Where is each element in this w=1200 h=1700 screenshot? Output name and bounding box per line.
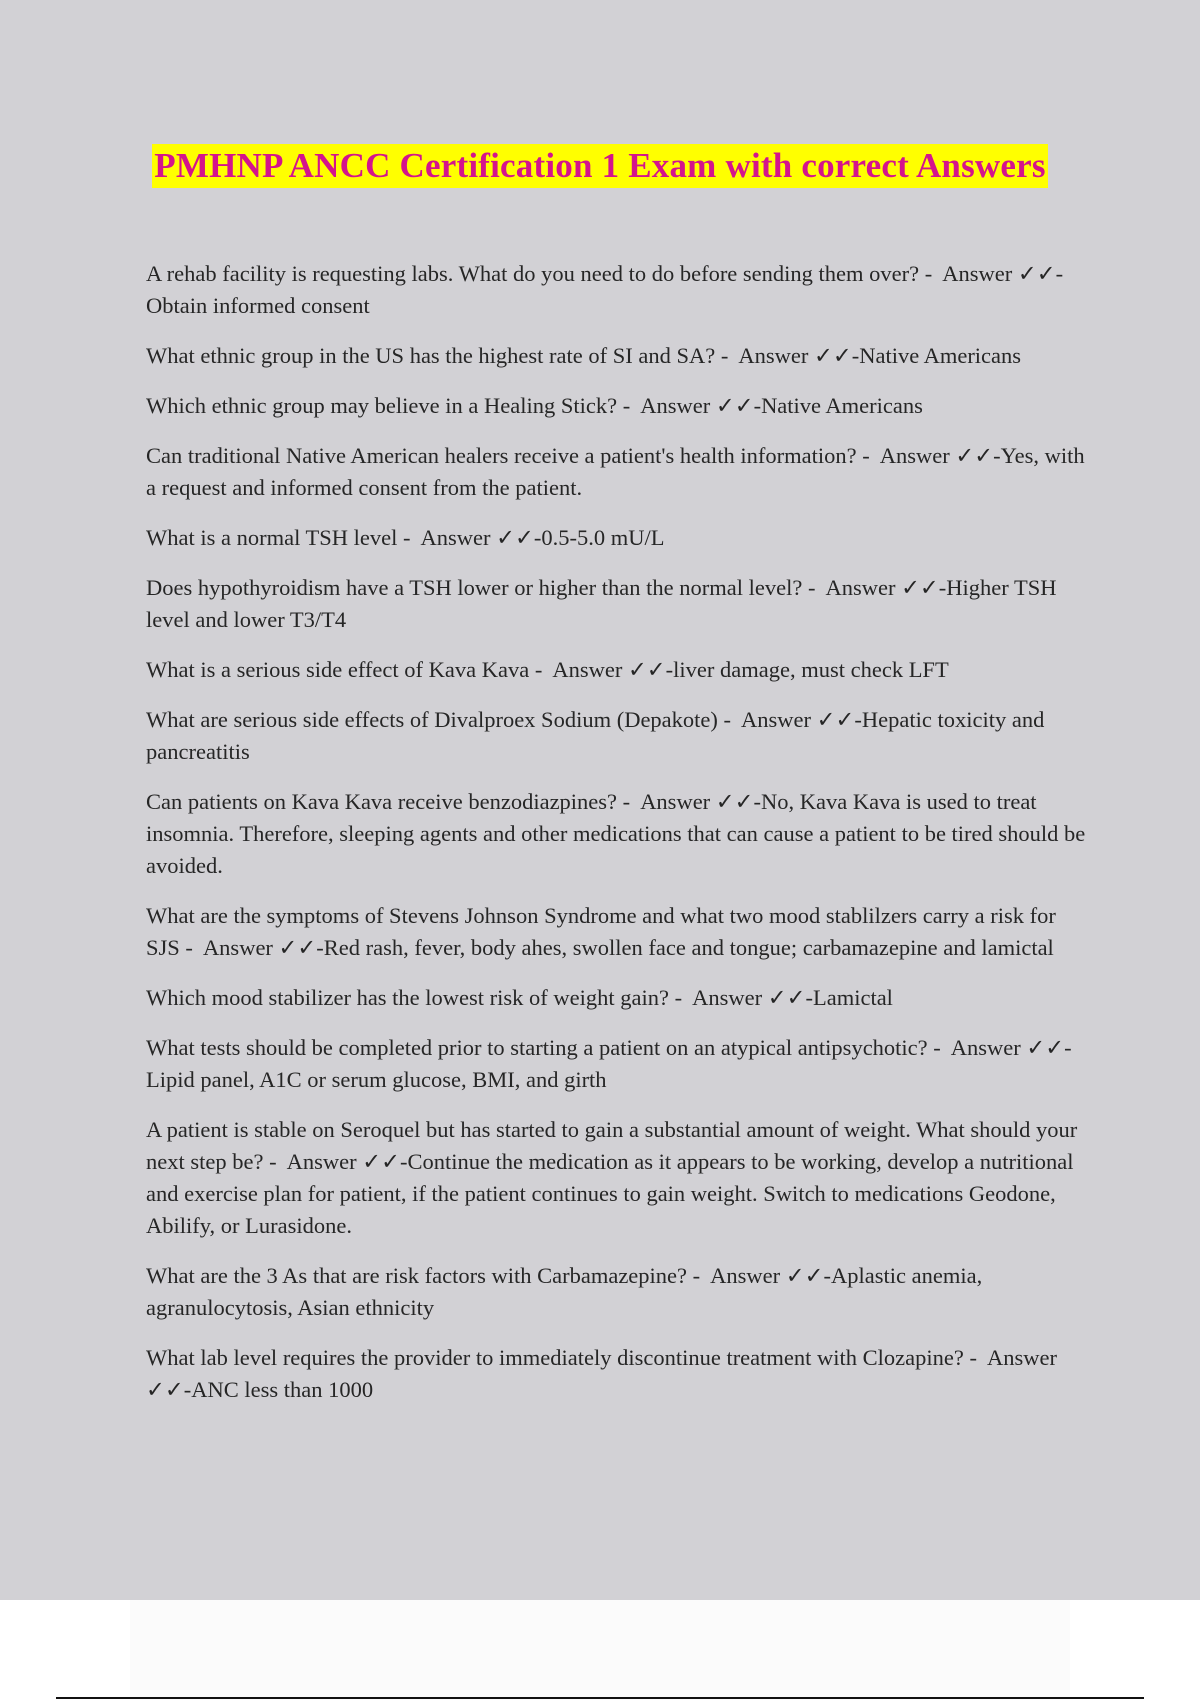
- answer-label: Answer: [710, 1263, 781, 1288]
- checkmark-icon: ✓✓: [1026, 1035, 1065, 1060]
- answer-label: Answer: [640, 393, 711, 418]
- checkmark-icon: ✓✓: [767, 985, 806, 1010]
- question-text: A patient is stable on Seroquel but has started to gain a substantial amount of weight. What should your next step be?: [146, 1117, 1078, 1174]
- checkmark-icon: ✓✓: [715, 789, 754, 814]
- qa-item: A rehab facility is requesting labs. What do you need to do before sending them over? - Answer ✓✓-Obtain informed consent: [146, 261, 1064, 318]
- qa-item: What are the 3 As that are risk factors with Carbamazepine? - Answer ✓✓-Aplastic anemia, agranulocytosis, Asian ethnicity: [146, 1263, 983, 1320]
- checkmark-icon: ✓✓: [901, 575, 939, 600]
- qa-item: What is a normal TSH level - Answer ✓✓-0.5-5.0 mU/L: [146, 525, 665, 550]
- qa-item: A patient is stable on Seroquel but has started to gain a substantial amount of weight. What should your next step be? - Answer ✓✓-Continue the medication as it appears to be working, develop a nutritional and exercise plan for patient, if the patient continues to gain weight. Switch to medications Geodone, Abilify, or Lurasidone.: [146, 1117, 1078, 1238]
- checkmark-icon: ✓✓: [1017, 261, 1056, 286]
- answer-label: Answer: [950, 1035, 1021, 1060]
- answer-text: ANC less than 1000: [191, 1377, 374, 1402]
- qa-item: Does hypothyroidism have a TSH lower or higher than the normal level? - Answer ✓✓-Higher TSH level and lower T3/T4: [146, 575, 1057, 632]
- title-wrap: [0, 144, 1200, 188]
- qa-item: What lab level requires the provider to immediately discontinue treatment with Clozapine? - Answer ✓✓-ANC less than 1000: [146, 1345, 1057, 1402]
- qa-item: What tests should be completed prior to starting a patient on an atypical antipsychotic? - Answer ✓✓-Lipid panel, A1C or serum glucose, BMI, and girth: [146, 1035, 1072, 1092]
- question-text: A rehab facility is requesting labs. What do you need to do before sending them over?: [146, 261, 920, 286]
- answer-text: Lipid panel, A1C or serum glucose, BMI, and girth: [146, 1067, 607, 1092]
- answer-label: Answer: [692, 985, 763, 1010]
- qa-item: What are serious side effects of Divalproex Sodium (Depakote) - Answer ✓✓-Hepatic toxicity and pancreatitis: [146, 707, 1045, 764]
- qa-item: Which mood stabilizer has the lowest risk of weight gain? - Answer ✓✓-Lamictal: [146, 985, 893, 1010]
- question-text: Which mood stabilizer has the lowest risk of weight gain?: [146, 985, 669, 1010]
- answer-text: Continue the medication as it appears to be working, develop a nutritional and exercise plan for patient, if the patient continues to gain weight. Switch to medications Geodone, Abilify, or Lurasidone.: [146, 1149, 1074, 1238]
- answer-label: Answer: [942, 261, 1013, 286]
- answer-label: Answer: [879, 443, 950, 468]
- answer-text: Obtain informed consent: [146, 293, 370, 318]
- qa-item: What ethnic group in the US has the highest rate of SI and SA? - Answer ✓✓-Native Americans: [146, 343, 1022, 368]
- question-text: What tests should be completed prior to starting a patient on an atypical antipsychotic?: [146, 1035, 928, 1060]
- answer-text: Red rash, fever, body ahes, swollen face and tongue; carbamazepine and lamictal: [323, 935, 1054, 960]
- answer-label: Answer: [420, 525, 491, 550]
- checkmark-icon: ✓✓: [627, 657, 666, 682]
- question-text: What are the 3 As that are risk factors with Carbamazepine?: [146, 1263, 688, 1288]
- answer-text: Yes, with a request and informed consent from the patient.: [146, 443, 1085, 500]
- question-text: Can traditional Native American healers receive a patient's health information?: [146, 443, 857, 468]
- question-text: Which ethnic group may believe in a Healing Stick?: [146, 393, 618, 418]
- answer-text: liver damage, must check LFT: [673, 657, 949, 682]
- answer-text: Hepatic toxicity and pancreatitis: [146, 707, 1045, 764]
- document-title: PMHNP ANCC Certification 1 Exam with correct Answers: [152, 144, 1047, 188]
- question-text: What ethnic group in the US has the highest rate of SI and SA?: [146, 343, 716, 368]
- question-text: What is a normal TSH level: [146, 525, 398, 550]
- question-text: Can patients on Kava Kava receive benzodiazpines?: [146, 789, 618, 814]
- answer-label: Answer: [202, 935, 273, 960]
- answer-label: Answer: [825, 575, 896, 600]
- answer-text: Lamictal: [812, 985, 893, 1010]
- answer-label: Answer: [738, 343, 809, 368]
- checkmark-icon: ✓✓: [146, 1377, 184, 1402]
- checkmark-icon: ✓✓: [785, 1263, 824, 1288]
- answer-text: Native Americans: [761, 393, 923, 418]
- next-page-strip: [0, 1600, 1200, 1700]
- answer-text: Aplastic anemia, agranulocytosis, Asian ethnicity: [146, 1263, 983, 1320]
- checkmark-icon: ✓✓: [955, 443, 994, 468]
- answer-text: 0.5-5.0 mU/L: [541, 525, 665, 550]
- qa-list: [146, 258, 1090, 1424]
- answer-text: Higher TSH level and lower T3/T4: [146, 575, 1057, 632]
- answer-text: Native Americans: [859, 343, 1022, 368]
- checkmark-icon: ✓✓: [496, 525, 534, 550]
- checkmark-icon: ✓✓: [816, 707, 855, 732]
- checkmark-icon: ✓✓: [715, 393, 754, 418]
- qa-item: What is a serious side effect of Kava Kava - Answer ✓✓-liver damage, must check LFT: [146, 657, 949, 682]
- answer-label: Answer: [286, 1149, 357, 1174]
- question-text: What is a serious side effect of Kava Kava: [146, 657, 530, 682]
- checkmark-icon: ✓✓: [278, 935, 317, 960]
- qa-item: Which ethnic group may believe in a Healing Stick? - Answer ✓✓-Native Americans: [146, 393, 923, 418]
- qa-item: What are the symptoms of Stevens Johnson Syndrome and what two mood stablilzers carry a risk for SJS - Answer ✓✓-Red rash, fever, body ahes, swollen face and tongue; carbamazepine and lamictal: [146, 903, 1056, 960]
- answer-label: Answer: [741, 707, 812, 732]
- question-text: What lab level requires the provider to immediately discontinue treatment with Clozapine?: [146, 1345, 964, 1370]
- qa-item: Can patients on Kava Kava receive benzodiazpines? - Answer ✓✓-No, Kava Kava is used to treat insomnia. Therefore, sleeping agents and other medications that can cause a patient to be tired should be avoided.: [146, 789, 1086, 878]
- checkmark-icon: ✓✓: [814, 343, 852, 368]
- question-text: What are the symptoms of Stevens Johnson Syndrome and what two mood stablilzers carry a risk for SJS: [146, 903, 1056, 960]
- question-text: Does hypothyroidism have a TSH lower or higher than the normal level?: [146, 575, 803, 600]
- answer-label: Answer: [987, 1345, 1057, 1370]
- next-page-margin: [130, 1600, 1070, 1700]
- answer-text: No, Kava Kava is used to treat insomnia. Therefore, sleeping agents and other medications that can cause a patient to be tired should be avoided.: [146, 789, 1086, 878]
- page-divider: [56, 1697, 1144, 1699]
- checkmark-icon: ✓✓: [362, 1149, 400, 1174]
- answer-label: Answer: [552, 657, 623, 682]
- answer-label: Answer: [640, 789, 711, 814]
- qa-item: Can traditional Native American healers receive a patient's health information? - Answer ✓✓-Yes, with a request and informed consent from the patient.: [146, 443, 1085, 500]
- question-text: What are serious side effects of Divalproex Sodium (Depakote): [146, 707, 718, 732]
